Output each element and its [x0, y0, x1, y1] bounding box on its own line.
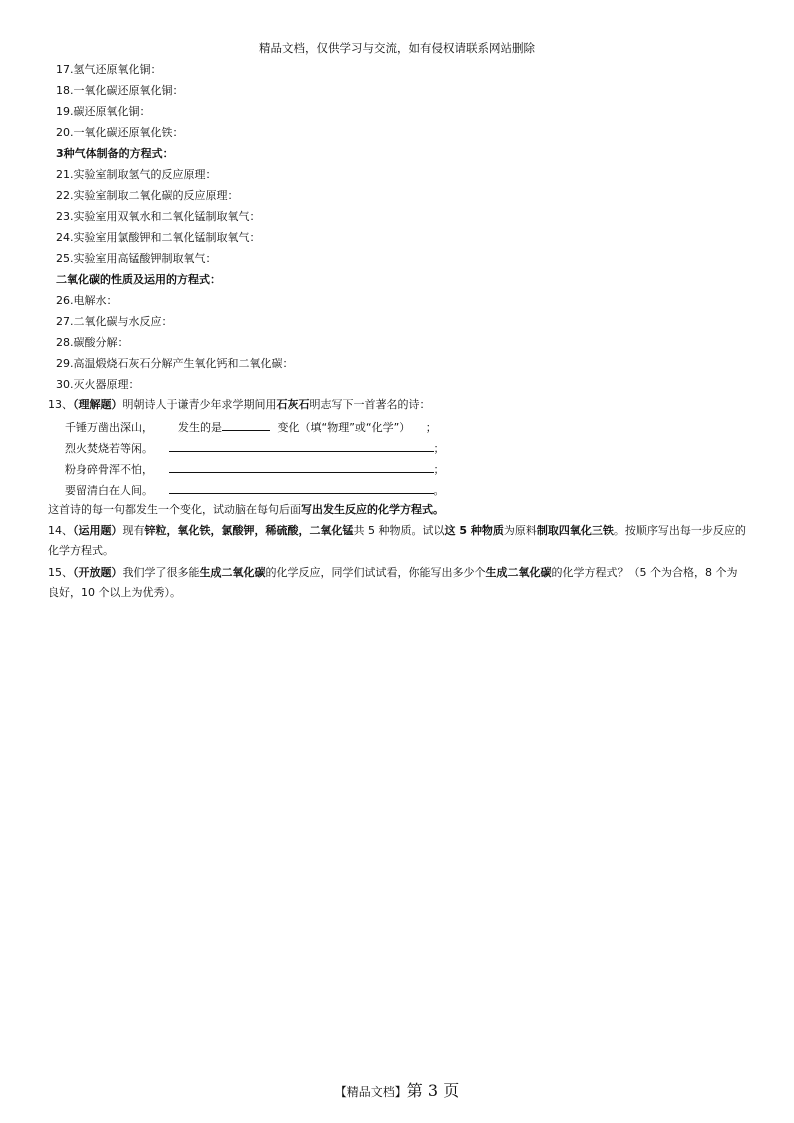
list-item: 25.实验室用高锰酸钾制取氧气：: [56, 252, 217, 265]
question-number: 14、: [48, 524, 73, 537]
answer-blank[interactable]: [169, 482, 434, 494]
question-tag: （开放题）: [73, 566, 123, 579]
question-13-conclusion: [48, 500, 748, 520]
question-text: 我们学了很多能: [122, 566, 200, 579]
poem-line-2: [65, 440, 445, 456]
answer-blank[interactable]: [169, 461, 434, 473]
question-text: 这首诗的每一句都发生一个变化，试动脑在每句后面: [48, 503, 301, 516]
question-keyword: 生成二氧化碳: [199, 566, 266, 579]
question-keyword: 生成二氧化碳: [485, 566, 552, 579]
list-item: 26.电解水：: [56, 294, 118, 307]
punctuation: ；: [433, 463, 445, 476]
question-text: 。按顺序写出每一步反应的化学方程式。: [48, 524, 746, 557]
punctuation: ；: [425, 421, 437, 434]
poem-text: 千锤万凿出深山，: [65, 421, 153, 434]
list-item: 22.实验室制取二氧化碳的反应原理：: [56, 189, 239, 202]
page-header: 精品文档，仅供学习与交流，如有侵权请联系网站删除: [259, 41, 535, 55]
list-item: 21.实验室制取氢气的反应原理：: [56, 168, 217, 181]
answer-blank[interactable]: [222, 419, 270, 431]
question-15: [48, 563, 748, 603]
section-heading-co2: 二氧化碳的性质及运用的方程式：: [56, 273, 221, 286]
poem-line-4: [65, 482, 445, 498]
poem-prompt: 变化（填“物理”或“化学”）: [277, 421, 411, 434]
list-item: 17.氢气还原氧化铜：: [56, 63, 162, 76]
footer-tag: 【精品文档】: [334, 1085, 407, 1099]
question-14: [48, 521, 748, 561]
list-item: 18.一氧化碳还原氧化铜：: [56, 84, 184, 97]
poem-line-1: [65, 419, 437, 435]
question-text: 明志写下一首著名的诗：: [309, 398, 431, 411]
page-number: 3: [427, 1081, 439, 1100]
list-item: 29.高温煅烧石灰石分解产生氧化钙和二氧化碳：: [56, 357, 294, 370]
section-heading-gas: 3种气体制备的方程式：: [56, 147, 174, 160]
question-text: 明朝诗人于谦青少年求学期间用: [122, 398, 277, 411]
list-item: 27.二氧化碳与水反应：: [56, 315, 173, 328]
question-keyword: 石灰石: [276, 398, 310, 411]
punctuation: 。: [433, 484, 445, 497]
question-keyword: 锌粒，氧化铁，氯酸钾，稀硫酸，二氧化锰: [144, 524, 354, 537]
poem-line-3: [65, 461, 445, 477]
page-footer: [0, 1078, 794, 1101]
list-item: 30.灭火器原理：: [56, 378, 140, 391]
page-prefix: 第: [406, 1081, 423, 1100]
poem-text: 要留清白在人间。: [65, 484, 153, 497]
poem-text: 粉身碎骨浑不怕，: [65, 463, 153, 476]
question-number: 13、: [48, 398, 73, 411]
list-item: 28.碳酸分解：: [56, 336, 129, 349]
answer-blank[interactable]: [169, 440, 434, 452]
question-text: 的化学方程式？（5 个为合格，8 个为良好，10 个以上为优秀）。: [48, 566, 738, 599]
page-suffix: 页: [443, 1081, 460, 1100]
question-tag: （理解题）: [73, 398, 123, 411]
list-item: 19.碳还原氧化铜：: [56, 105, 151, 118]
list-item: 24.实验室用氯酸钾和二氧化锰制取氧气：: [56, 231, 261, 244]
list-item: 20.一氧化碳还原氧化铁：: [56, 126, 184, 139]
poem-text: 烈火焚烧若等闲。: [65, 442, 153, 455]
question-keyword: 制取四氧化三铁: [536, 524, 614, 537]
question-text: 为原料: [503, 524, 537, 537]
question-13: [48, 395, 748, 415]
question-tag: （运用题）: [73, 524, 123, 537]
question-text: 共 5 种物质。试以: [353, 524, 445, 537]
question-text: 的化学反应，同学们试试看，你能写出多少个: [265, 566, 486, 579]
punctuation: ；: [433, 442, 445, 455]
question-keyword: 写出发生反应的化学方程式。: [301, 503, 444, 516]
question-text: 现有: [122, 524, 145, 537]
list-item: 23.实验室用双氧水和二氧化锰制取氧气：: [56, 210, 261, 223]
question-number: 15、: [48, 566, 73, 579]
question-keyword: 这 5 种物质: [444, 524, 504, 537]
poem-prompt: 发生的是: [178, 421, 222, 434]
